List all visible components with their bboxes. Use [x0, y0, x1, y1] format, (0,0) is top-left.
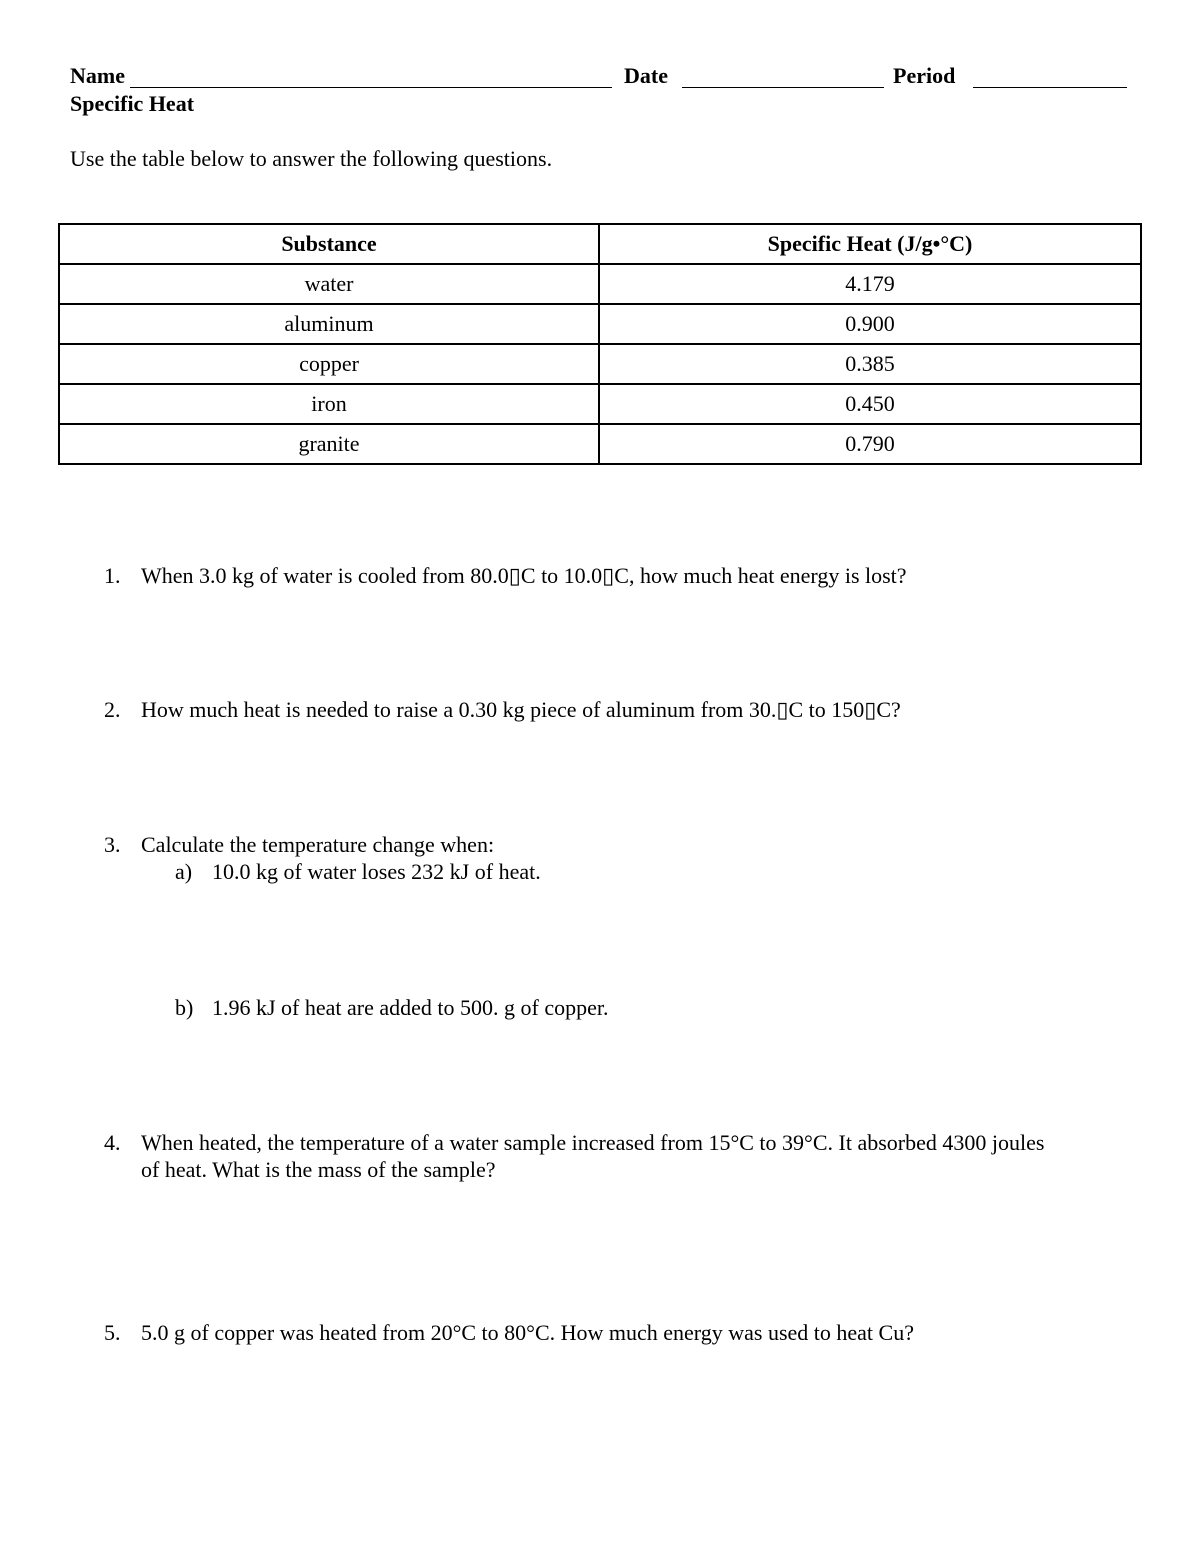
question-3 — [104, 831, 494, 859]
part-text: 10.0 kg of water loses 232 kJ of heat. — [212, 859, 541, 884]
specific-heat-table — [58, 223, 1142, 465]
question-number: 3. — [104, 832, 121, 857]
worksheet-title: Specific Heat — [70, 91, 195, 116]
header-row — [70, 62, 1130, 92]
question-3-part-b — [175, 994, 609, 1022]
period-field-line[interactable] — [973, 87, 1127, 88]
part-text: 1.96 kJ of heat are added to 500. g of copper. — [212, 995, 609, 1020]
question-text: How much heat is needed to raise a 0.30 kg piece of aluminum from 30.▯C to 150▯C? — [141, 697, 901, 722]
question-5 — [104, 1319, 914, 1347]
question-4-continued: of heat. What is the mass of the sample? — [141, 1157, 496, 1182]
cell-specific-heat: 4.179 — [599, 264, 1141, 304]
question-2 — [104, 696, 901, 724]
table-row — [59, 344, 1141, 384]
question-4 — [104, 1129, 1044, 1157]
name-field-line[interactable] — [130, 87, 612, 88]
question-number: 1. — [104, 563, 121, 588]
cell-substance: iron — [59, 384, 599, 424]
cell-specific-heat: 0.450 — [599, 384, 1141, 424]
question-text: When heated, the temperature of a water sample increased from 15°C to 39°C. It absorbed 4300 joules — [141, 1130, 1045, 1155]
cell-substance: copper — [59, 344, 599, 384]
table-row — [59, 304, 1141, 344]
cell-substance: water — [59, 264, 599, 304]
part-label: a) — [175, 859, 193, 884]
table-row — [59, 384, 1141, 424]
instructions-text: Use the table below to answer the following questions. — [70, 146, 553, 171]
cell-substance: granite — [59, 424, 599, 464]
question-number: 4. — [104, 1130, 121, 1155]
question-number: 2. — [104, 697, 121, 722]
table-header-row — [59, 224, 1141, 264]
table-row — [59, 264, 1141, 304]
name-label: Name — [70, 63, 125, 88]
column-header-substance: Substance — [59, 224, 599, 264]
question-text: 5.0 g of copper was heated from 20°C to 80°C. How much energy was used to heat Cu? — [141, 1320, 914, 1345]
question-number: 5. — [104, 1320, 121, 1345]
date-label: Date — [624, 63, 668, 88]
cell-specific-heat: 0.900 — [599, 304, 1141, 344]
question-1 — [104, 562, 907, 590]
cell-specific-heat: 0.790 — [599, 424, 1141, 464]
cell-substance: aluminum — [59, 304, 599, 344]
part-label: b) — [175, 995, 194, 1020]
period-label: Period — [893, 63, 956, 88]
question-text: Calculate the temperature change when: — [141, 832, 495, 857]
question-3-part-a — [175, 858, 541, 886]
question-text: When 3.0 kg of water is cooled from 80.0▯C to 10.0▯C, how much heat energy is lost? — [141, 563, 907, 588]
date-field-line[interactable] — [682, 87, 884, 88]
table-row — [59, 424, 1141, 464]
cell-specific-heat: 0.385 — [599, 344, 1141, 384]
column-header-specific-heat: Specific Heat (J/g•°C) — [599, 224, 1141, 264]
